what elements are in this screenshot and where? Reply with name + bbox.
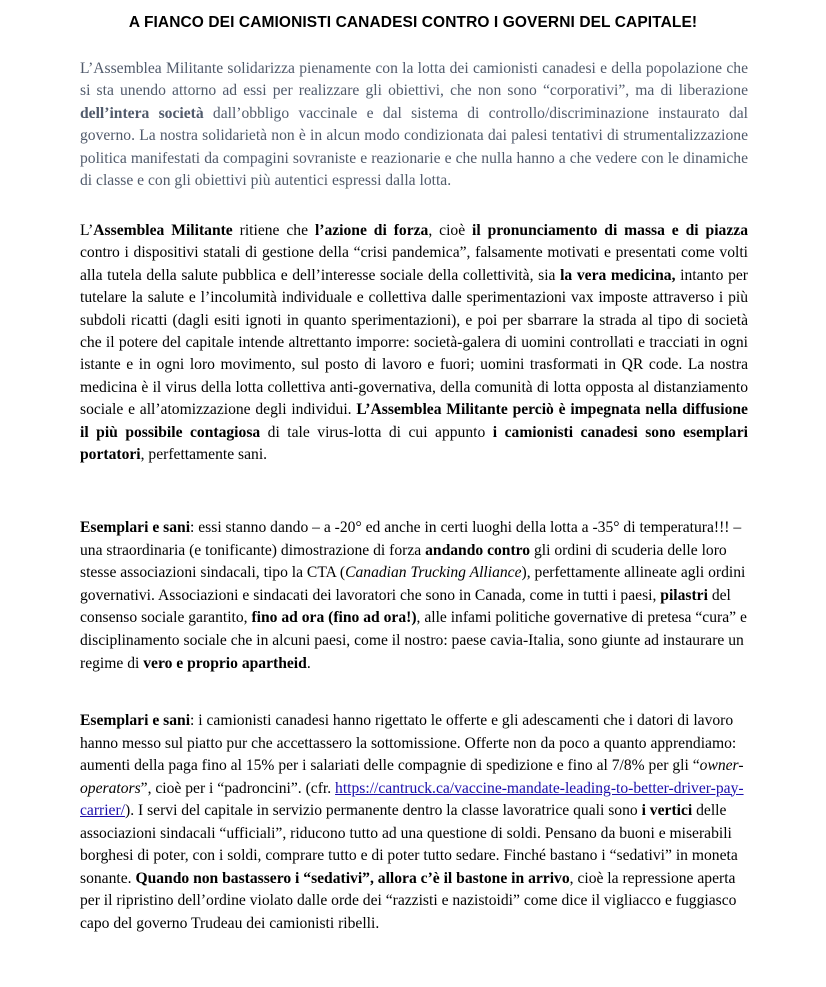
- text: contro i dispositivi statali di gestione della “crisi pandemica”, falsamente motivati e presentati come volti alla tutela della salute pubblica e dell’interesse sociale della collettività, sia: [80, 244, 748, 284]
- paragraph-assemblea: [80, 220, 748, 466]
- text: ), perfettamente allineate agli ordini governativi. Associazioni e sindacati dei lavoratori che sono in Canada, come in tutti i paesi,: [80, 564, 746, 604]
- bold-text: fino ad ora (fino ad ora!): [251, 609, 417, 627]
- bold-text: Assemblea Militante: [93, 222, 233, 239]
- bold-text: Esemplari e sani: [80, 519, 191, 536]
- text: dall’obbligo vaccinale e dal sistema di controllo/discriminazione instaurato dal governo. La nostra solidarietà non è in alcun modo condizionata dai palesi tentativi di strumentalizzazione politica manifestati da compagini sovraniste e reazionarie e che nulla hanno a che vedere con le dinamiche di classe e con gli obiettivi più autentici espressi dalla lotta.: [80, 104, 749, 190]
- paragraph-esemplari-2: [80, 710, 748, 935]
- text: , cioè la repressione aperta per il ripristino dell’ordine violato dalle orde dei “razzisti e nazistoidi” come dice il vigliacco e fuggiasco capo del governo Trudeau dei camionisti ribelli.: [80, 869, 737, 932]
- text: intanto per tutelare la salute e l’incolumità individuale e collettiva dalle sperimentazioni vax imposte attraverso i più subdoli ricatti (dagli esiti ignoti in quanto sperimentazioni), e poi per sbarrare la strada al tipo di società che il potere del capitale intende altrettanto imporre: società-galera di uomini controllati e tracciati in ogni istante e in ogni loro movimento, sul posto di lavoro e fuori; uomini trasformati in QR code. La nostra medicina è il virus della lotta collettiva anti-governativa, della comunità di lotta opposta al distanziamento sociale e all’atomizzazione degli individui.: [80, 266, 748, 419]
- text: di tale virus-lotta di cui appunto: [260, 423, 493, 441]
- bold-text: Quando non bastassero i “sedativi”, allora c’è il bastone in arrivo: [135, 869, 570, 887]
- bold-text: i vertici: [641, 802, 693, 819]
- bold-text: vero e proprio apartheid: [143, 654, 307, 672]
- cantruck-link[interactable]: https://cantruck.ca/vaccine-mandate-leading-to-better-driver-pay-carrier/: [80, 779, 744, 819]
- bold-text: Esemplari e sani: [80, 712, 191, 729]
- paragraph-intro: [80, 58, 748, 192]
- text: , perfettamente sani.: [140, 446, 268, 464]
- paragraph-esemplari-1: [80, 517, 748, 675]
- text: ritiene che: [232, 222, 315, 239]
- text: : essi stanno dando – a -20° ed anche in certi luoghi della lotta a -35° di temperatura!!! – una straordinaria (e tonificante) dimostrazione di forza: [80, 519, 742, 559]
- text: ). I servi del capitale in servizio permanente dentro la classe lavoratrice quali sono: [125, 802, 642, 819]
- bold-text: andando contro: [425, 541, 531, 559]
- page-title: A FIANCO DEI CAMIONISTI CANADESI CONTRO I GOVERNI DEL CAPITALE!: [128, 14, 698, 31]
- bold-text: i camionisti canadesi sono esemplari portatori: [80, 423, 748, 464]
- text: del consenso sociale garantito,: [80, 586, 731, 627]
- text: : i camionisti canadesi hanno rigettato le offerte e gli adescamenti che i datori di lavoro hanno messo sul piatto pur che accettassero la sottomissione. Offerte non da poco a quanto apprendiamo: aumenti della paga fino al 15% per i salariati delle compagnie di spedizione e fino al 7/8% per gli “: [80, 712, 737, 774]
- text: , alle infami politiche governative di pretesa “cura” e disciplinamento sociale che in alcuni paesi, come il nostro: paese cavia-Italia, sono giunte ad instaurare un regime di: [80, 609, 747, 672]
- bold-text: pilastri: [660, 586, 708, 604]
- bold-text: L’Assemblea Militante perciò è impegnata nella diffusione il più possibile contagiosa: [80, 401, 748, 441]
- bold-text: il pronunciamento di massa e di piazza: [472, 222, 748, 239]
- text: L’Assemblea Militante solidarizza pienamente con la lotta dei camionisti canadesi e della popolazione che si sta unendo attorno ad essi per realizzare gli obiettivi, che non sono “corporativi”, ma di liberazione: [80, 60, 748, 100]
- italic-text: owner-operators: [80, 757, 744, 797]
- bold-text: la vera medicina,: [560, 266, 676, 284]
- text: , cioè: [428, 222, 473, 239]
- text: .: [306, 654, 311, 672]
- text: delle associazioni sindacali “ufficiali”, riducono tutto ad una questione di soldi. Pensano da buoni e miserabili borghesi di poter, con i soldi, comprare tutto e di poter tutto sedare. Finché bastano i “sedativi” in moneta sonante.: [80, 802, 738, 887]
- bold-text: dell’intera società: [80, 104, 204, 122]
- bold-text: l’azione di forza: [314, 222, 429, 239]
- text: L’: [80, 222, 94, 239]
- text: ”, cioè per i “padroncini”. (cfr.: [140, 779, 336, 797]
- text: gli ordini di scuderia delle loro stesse associazioni sindacali, tipo la CTA (: [80, 541, 727, 582]
- italic-text: Canadian Trucking Alliance: [345, 564, 522, 582]
